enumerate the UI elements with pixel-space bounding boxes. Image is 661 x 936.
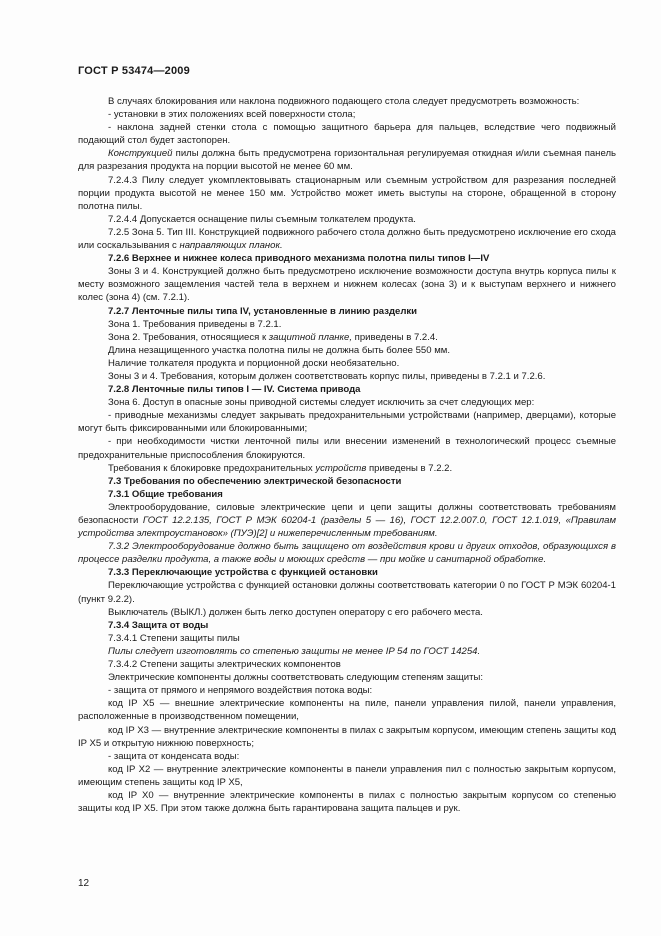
text-run: 7.3.1 Общие требования	[108, 488, 223, 500]
text-run: Зона 2. Требования, относящиеся к	[108, 331, 269, 343]
paragraph	[78, 121, 616, 147]
paragraph	[78, 658, 616, 671]
paragraph	[78, 357, 616, 370]
paragraph	[78, 750, 616, 763]
text-run: - при необходимости чистки ленточной пилы или внесении изменений в технологический процесс съемные предохранительные приспособления блокируются.	[78, 436, 616, 461]
paragraph	[78, 108, 616, 121]
text-run: Требования к блокировке предохранительных	[108, 462, 316, 474]
paragraph	[78, 396, 616, 409]
text-run: защитной планке,	[268, 331, 353, 343]
paragraph	[78, 344, 616, 357]
text-run: ГОСТ 12.2.135, ГОСТ Р МЭК 60204-1 (разделы 5 — 16), ГОСТ 12.2.007.0, ГОСТ 12.1.019, «Правилам устройства электроустановок» (ПУЭ)[2] и нижеперечисленным требованиям.	[78, 515, 616, 540]
text-run: Выключатель (ВЫКЛ.) должен быть легко доступен оператору с его рабочего места.	[108, 606, 483, 618]
paragraph	[78, 697, 616, 723]
paragraph	[78, 789, 616, 815]
section-heading	[78, 619, 616, 632]
paragraph	[78, 174, 616, 213]
text-run: Электрооборудование, силовые электрические цепи и цепи защиты должны соответствовать требованиям безопасности	[78, 501, 616, 526]
text-run: направляющих планок.	[179, 240, 283, 252]
section-heading	[78, 488, 616, 501]
text-run: Зона 6. Доступ в опасные зоны приводной системы следует исключить за счет следующих мер:	[108, 397, 535, 409]
paragraph	[78, 579, 616, 605]
text-run: код IP X0 — внутренние электрические компоненты в пилах с полностью закрытым корпусом со степенью защиты код IP X5. При этом также должна быть гарантирована защита пальцев и рук.	[78, 789, 616, 815]
paragraph	[78, 213, 616, 226]
text-run: Зона 1. Требования приведены в 7.2.1.	[108, 318, 282, 330]
section-heading	[78, 566, 616, 579]
paragraph	[78, 684, 616, 697]
paragraph	[78, 435, 616, 461]
paragraph	[78, 763, 616, 789]
text-run: 7.3.4.2 Степени защиты электрических компонентов	[108, 659, 341, 671]
text-run: 7.3.4 Защита от воды	[108, 619, 209, 631]
text-run: устройств	[315, 462, 367, 474]
text-run: 7.2.4.3 Пилу следует укомплектовывать стационарным или съемным устройством для разрезания последней порции продукта высотой не менее 150 мм. Устройство может иметь выступы на стороне, обращенной в сторону полотна пилы.	[78, 174, 616, 212]
paragraph	[78, 370, 616, 383]
text-run: - приводные механизмы следует закрывать предохранительными устройствами (например, дверцами), которые могут быть фиксированными или блокированными;	[78, 410, 616, 435]
paragraph	[78, 265, 616, 304]
text-run: приведены в 7.2.2.	[366, 462, 453, 474]
section-heading	[78, 252, 616, 265]
text-run: Электрические компоненты должны соответствовать следующим степеням защиты:	[108, 672, 484, 684]
text-run: Переключающие устройства с функцией остановки должны соответствовать категории 0 по ГОСТ Р МЭК 60204-1 (пункт 9.2.2).	[78, 580, 616, 605]
text-run: Зоны 3 и 4. Конструкцией должно быть предусмотрено исключение возможности доступа внутрь корпуса пилы к месту возможного защемления частей тела в верхнем и нижнем колесах (зона 3) и к выступам верхнего и нижнего колес (зона 4) (см. 7.2.1).	[78, 266, 616, 304]
section-heading	[78, 475, 616, 488]
paragraph	[78, 645, 616, 658]
text-run: 7.2.5 Зона 5. Тип III. Конструкцией подвижного рабочего стола должно быть предусмотрено исключение его схода или соскальзывания с	[78, 226, 616, 252]
text-run: Наличие толкателя продукта и порционной доски необязательно.	[108, 357, 400, 369]
text-run: 7.3.3 Переключающие устройства с функцией остановки	[108, 567, 378, 579]
text-run: Длина незащищенного участка полотна пилы не должна быть более 550 мм.	[108, 344, 450, 356]
text-run: Зоны 3 и 4. Требования, которым должен соответствовать корпус пилы, приведены в 7.2.1 и 7.2.6.	[108, 370, 546, 382]
text-run: 7.2.6 Верхнее и нижнее колеса приводного механизма полотна пилы типов I—IV	[108, 253, 490, 265]
paragraph	[78, 632, 616, 645]
text-run: Конструкцией	[108, 148, 173, 160]
text-run: пилы должна быть предусмотрена горизонтальная регулируемая откидная и/или съемная панель для разрезания продукта на порции высотой не менее 60 мм.	[78, 148, 616, 173]
paragraph	[78, 318, 616, 331]
text-run: 7.3.4.1 Степени защиты пилы	[108, 632, 240, 644]
paragraph	[78, 409, 616, 435]
paragraph	[78, 671, 616, 684]
text-run: 7.2.4.4 Допускается оснащение пилы съемным толкателем продукта.	[108, 213, 416, 225]
text-run: - защита от прямого и непрямого воздействия потока воды:	[108, 685, 373, 697]
text-run: В случаях блокирования или наклона подвижного подающего стола следует предусмотреть возможность:	[108, 96, 580, 107]
paragraph	[78, 724, 616, 750]
paragraph	[78, 540, 616, 566]
paragraph	[78, 331, 616, 344]
paragraph	[78, 462, 616, 475]
paragraph	[78, 147, 616, 173]
text-run: код IP X5 — внешние электрические компоненты на пиле, панели управления пилой, панели управления, расположенные в производственном помещении,	[78, 698, 616, 723]
paragraph	[78, 226, 616, 252]
document-body	[78, 95, 616, 815]
text-run: - наклона задней стенки стола с помощью защитного барьера для пальцев, вследствие чего подвижный подающий стол будет застопорен.	[78, 122, 616, 147]
paragraph	[78, 606, 616, 619]
section-heading	[78, 305, 616, 318]
text-run: - установки в этих положениях всей поверхности стола;	[108, 109, 356, 121]
document-header: ГОСТ Р 53474—2009	[78, 65, 190, 77]
text-run: - защита от конденсата воды:	[108, 750, 240, 762]
section-heading	[78, 383, 616, 396]
text-run: 7.3 Требования по обеспечению электрической безопасности	[108, 475, 402, 487]
text-run: приведены в 7.2.4.	[352, 331, 438, 343]
text-run: 7.2.7 Ленточные пилы типа IV, установленные в линию разделки	[108, 305, 418, 317]
text-run: код IP X3 — внутренние электрические компоненты в пилах с закрытым корпусом, имеющим степень защиты код IP X5 и открытую нижнюю поверхность;	[78, 724, 616, 749]
paragraph	[78, 501, 616, 540]
text-run: код IP X2 — внутренние электрические компоненты в панели управления пил с полностью закрытым корпусом, имеющим степень защиты код IP X5,	[78, 763, 616, 788]
paragraph	[78, 95, 616, 108]
text-run: 7.2.8 Ленточные пилы типов I — IV. Система привода	[108, 384, 361, 396]
text-run: Пилы следует изготовлять со степенью защиты не менее IP 54 по ГОСТ 14254.	[108, 645, 481, 657]
text-run: 7.3.2 Электрооборудование должно быть защищено от воздействия крови и других отходов, образующихся в процессе разделки продукта, а также воды и моющих средств — при мойке и санитарной обработке.	[78, 541, 616, 566]
page-number: 12	[78, 878, 90, 889]
